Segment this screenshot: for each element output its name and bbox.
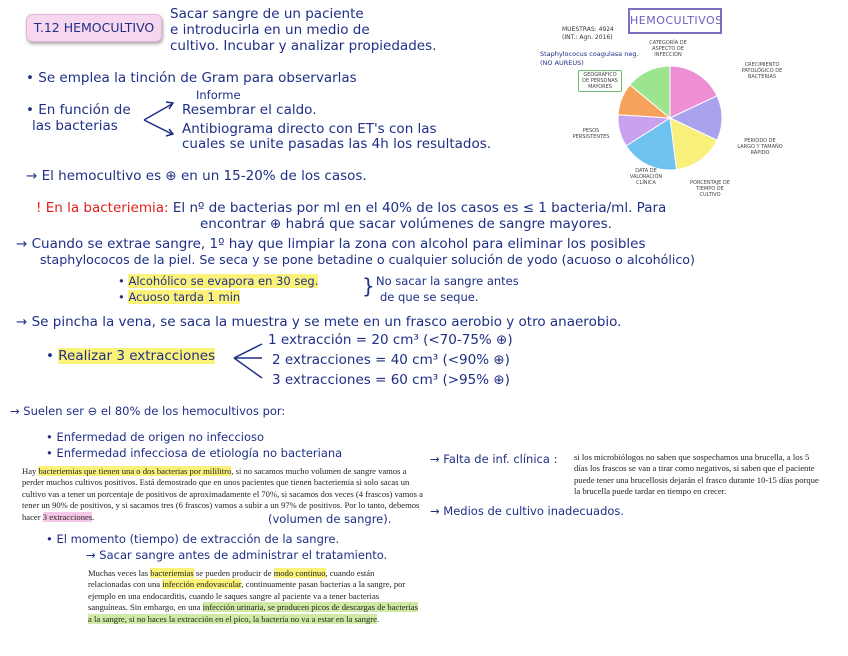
extracciones-label: • Realizar 3 extracciones <box>46 348 216 364</box>
pie-label-4: PORCENTAJE DE TIEMPO DE CULTIVO <box>690 180 730 198</box>
pie-label-7: GEOGRÁFICO DE PERSONAS MAYORES <box>578 70 622 92</box>
acuoso-text: Acuoso tarda 1 min <box>128 290 241 304</box>
gram-text: Se emplea la tinción de Gram para observarlas <box>38 70 357 86</box>
branch-arrow <box>142 96 182 140</box>
text-span: Muchas veces las <box>88 568 151 578</box>
pie-label-3: PERIODO DE LARGO Y TAMAÑO RÁPIDO <box>737 138 783 156</box>
pie-label-6: PESOS PERSISTENTES <box>572 128 610 140</box>
branch-arrow <box>232 338 268 386</box>
extraccion-item-3: 3 extracciones = 60 cm³ (>95% ⊕) <box>272 372 510 388</box>
negativo-item-text: Enfermedad de origen no infeccioso <box>56 430 265 444</box>
text-span: Hay <box>22 466 39 476</box>
text-span: , cuando están relacionadas con una <box>88 568 375 590</box>
medios-text: Medios de cultivo inadecuados. <box>443 504 625 518</box>
text-span: se pueden producir de <box>193 568 274 578</box>
intro-line-1: Sacar sangre de un paciente <box>170 6 364 22</box>
extraccion-text-1: Cuando se extrae sangre, 1º hay que limpiar la zona con alcohol para eliminar los posibles <box>31 236 646 252</box>
arrow-icon: → <box>16 236 28 252</box>
pie-label-2: CRECIMIENTO PATOLÓGICO DE BACTERIAS <box>741 62 783 80</box>
highlight-span: infección endovascular <box>162 579 242 590</box>
alcoholico-text: Alcohólico se evapora en 30 seg. <box>128 274 319 288</box>
highlight-span: bacteriemias que tienen una o dos bacterias por mililitro <box>38 466 232 476</box>
muestras-note: MUESTRAS: 4924 (INT.: Agn. 2016) <box>562 26 614 41</box>
antibiograma-line-1: Antibiograma directo con ET's con las <box>182 121 437 137</box>
highlight-span: infección urinaria, se producen picos de descargas de bacterias a la sangre, si no haces la extracción en el pico, la bacteria no va a estar en la sangre <box>88 602 418 624</box>
highlight-span: bacteriemias <box>150 568 194 578</box>
momento-line-1: • El momento (tiempo) de extracción de la sangre. <box>46 532 340 546</box>
positivo-text: El hemocultivo es ⊕ en un 15-20% de los casos. <box>41 168 367 184</box>
arrow-icon: → <box>26 168 38 184</box>
falta-label <box>430 452 557 466</box>
falta-text: si los microbiólogos no saben que sospechamos una brucella, a los 5 días los frascos se van a tirar como negativos, si saben que el paciente puede tener una brucellosis dejarán el frasco durante 10-15 días porque la brucella puede tardar en tiempo en crecer. <box>574 452 819 497</box>
pincha-note <box>16 314 621 330</box>
negativo-item-text: Enfermedad infecciosa de etiología no bacteriana <box>56 446 343 460</box>
bacteriemia-line-1 <box>36 200 666 216</box>
momento-text-2: Sacar sangre antes de administrar el tratamiento. <box>99 548 388 562</box>
falta-label-text: Falta de inf. clínica : <box>443 452 558 466</box>
no-sacar-line-1: No sacar la sangre antes <box>376 274 519 288</box>
negativo-item-1: • Enfermedad de origen no infeccioso <box>46 430 265 444</box>
pie-label-1: CATEGORÍA DE ASPECTO DE INFECCIÓN <box>649 40 687 58</box>
no-sacar-line-2: de que se seque. <box>380 290 479 304</box>
arrow-icon: → <box>16 314 28 330</box>
resembrar-text: Resembrar el caldo. <box>182 102 317 118</box>
acuoso-note: • Acuoso tarda 1 min <box>118 290 241 304</box>
pie-chart-title: HEMOCULTIVOS <box>628 8 722 34</box>
funcion-prefix-2: las bacterias <box>32 118 118 134</box>
text-span: , si no sacamos mucho volumen de sangre vamos a perder muchos cultivos positivos. Está demostrado que en unos pacientes que tienen bacteriemia si solo sacas un cultivo vas a tener un porcentaje de positivos de aproximadamente el 70%, si sacamos dos veces (4 frascos) vamos a tener un 90% de positivos, y si sacamos tres (6 frascos) vamos a subir a un 97% de positivos. Por lo tanto, debemos hacer <box>22 466 423 522</box>
volumen-sangre-note: (volumen de sangre). <box>268 512 392 526</box>
highlight-span: 3 extracciones <box>42 511 93 522</box>
antibiograma-line-2: cuales se unite pasadas las 4h los resultados. <box>182 136 492 152</box>
funcion-prefix-text: En función de <box>38 102 131 118</box>
page-title: T.12 HEMOCULTIVO <box>26 14 162 42</box>
funcion-prefix-1: • En función de <box>26 102 131 118</box>
intro-line-2: e introducirla en un medio de <box>170 22 370 38</box>
pincha-text: Se pincha la vena, se saca la muestra y se mete en un frasco aerobio y otro anaerobio. <box>31 314 622 330</box>
momento-text: El momento (tiempo) de extracción de la sangre. <box>56 532 340 546</box>
text-span: , continuamente pasan bacterias a la sangre, por ejemplo en una endocarditis, cuando le saques sangre al paciente va a tener bacterias sanguíneas. Sin embargo, en una <box>88 579 406 613</box>
extraccion-line-2: staphylococos de la piel. Se seca y se pone betadine o cualquier solución de yodo (acuoso o alcohólico) <box>40 252 695 267</box>
text-span: . <box>92 511 95 522</box>
positivo-note <box>26 168 367 184</box>
extraccion-line-1 <box>16 236 646 252</box>
extraccion-item-1: 1 extracción = 20 cm³ (<70-75% ⊕) <box>268 332 513 348</box>
parrafo-momento <box>88 568 418 625</box>
negativos-heading <box>10 404 285 418</box>
bacteriemia-label-text: En la bacteriemia: <box>45 200 169 216</box>
text-span: . <box>376 613 380 624</box>
staph-note: Staphylococus coagulasa neg. (NO AUREUS) <box>540 50 639 67</box>
pie-label-5: DATA DE VALORACIÓN CLÍNICA <box>629 168 663 186</box>
bacteriemia-line-2: encontrar ⊕ habrá que sacar volúmenes de sangre mayores. <box>200 216 612 232</box>
extraccion-item-2: 2 extracciones = 40 cm³ (<90% ⊕) <box>272 352 510 368</box>
alcoholico-note: • Alcohólico se evapora en 30 seg. <box>118 274 319 288</box>
arrow-icon: → <box>86 548 96 562</box>
extracciones-label-text: Realizar 3 extracciones <box>58 348 216 364</box>
negativos-heading-text: Suelen ser ⊖ el 80% de los hemocultivos por: <box>23 404 286 418</box>
bacteriemia-text-1: El nº de bacterias por ml en el 40% de los casos es ≤ 1 bacteria/ml. Para <box>172 200 667 216</box>
bacteriemia-label: ! En la bacteriemia: <box>36 200 169 216</box>
negativo-item-2: • Enfermedad infecciosa de etiología no bacteriana <box>46 446 343 460</box>
intro-line-3: cultivo. Incubar y analizar propiedades. <box>170 38 437 54</box>
gram-note: • Se emplea la tinción de Gram para observarlas <box>26 70 357 86</box>
arrow-icon: → <box>10 404 20 418</box>
arrow-icon: → <box>430 504 440 518</box>
medios-note <box>430 504 624 518</box>
highlight-span: modo continuo <box>273 568 326 578</box>
arrow-icon: → <box>430 452 440 466</box>
informe-label: Informe <box>196 88 241 102</box>
brace-icon: } <box>362 274 375 298</box>
momento-line-2 <box>86 548 387 562</box>
